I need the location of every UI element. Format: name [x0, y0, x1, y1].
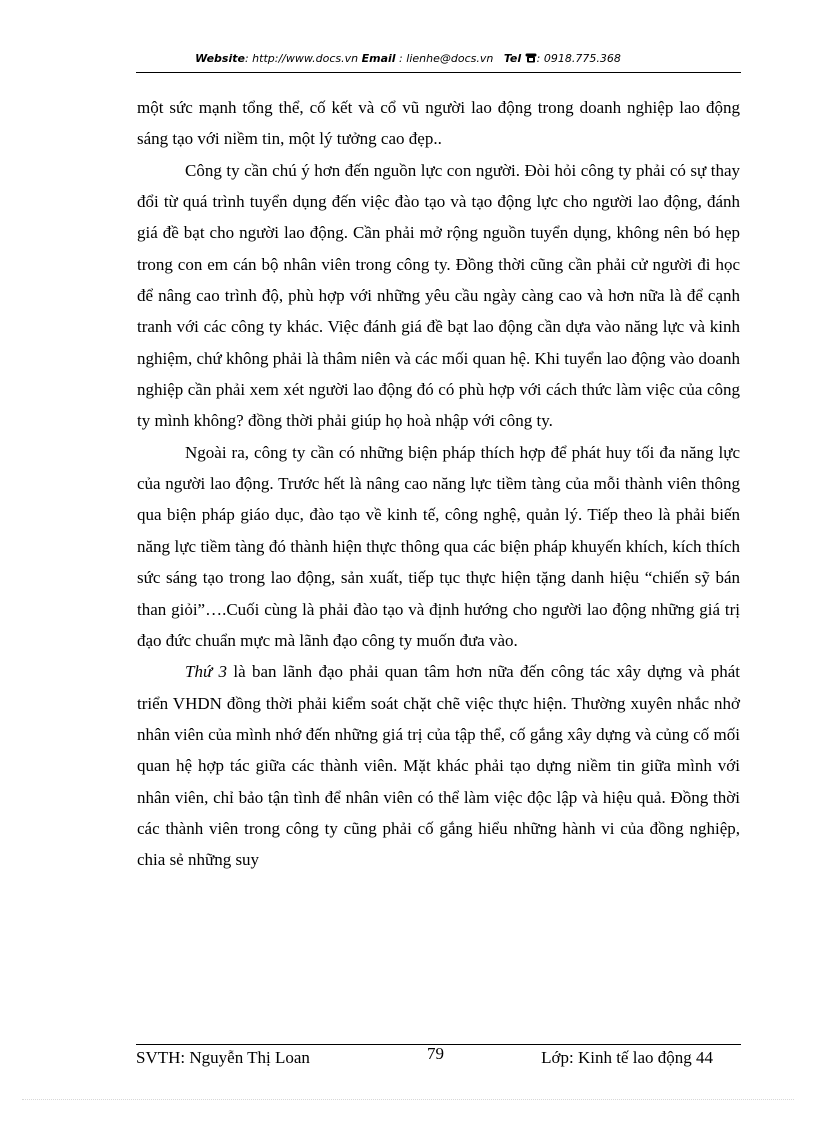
website-value: : http://www.docs.vn	[244, 52, 359, 65]
paragraph-1: một sức mạnh tổng thể, cố kết và cổ vũ người lao động trong doanh nghiệp lao động sáng tạo với niềm tin, một lý tưởng cao đẹp..	[137, 98, 740, 149]
page-edge-guide	[22, 1099, 794, 1100]
paragraph-3: Ngoài ra, công ty cần có những biện pháp thích hợp để phát huy tối đa năng lực của người lao động. Trước hết là nâng cao năng lực tiềm tàng của mỗi thành viên thông qua biện pháp giáo dục, đào tạo về kinh tế, công nghệ, quản lý. Tiếp theo là phải biến năng lực tiềm tàng đó thành hiện thực thông qua các biện pháp khuyến khích, kích thích sức sáng tạo trong lao động, sản xuất, tiếp tục thực hiện tặng danh hiệu “chiến sỹ bán than giỏi”….Cuối cùng là phải đào tạo và định hướng cho người lao động những giá trị đạo đức chuẩn mực mà lãnh đạo công ty muốn đưa vào.	[137, 442, 740, 650]
footer-student: SVTH: Nguyễn Thị Loan	[136, 1048, 310, 1067]
paragraph-2: Công ty cần chú ý hơn đến nguồn lực con người. Đòi hỏi công ty phải có sự thay đổi từ quá trình tuyển dụng đến việc đào tạo và tạo động lực cho người lao động, đánh giá đề bạt cho người lao động. Cần phải mở rộng nguồn tuyển dụng, không nên bó hẹp trong con em cán bộ nhân viên trong công ty. Đồng thời cũng cần phải cử người đi học để nâng cao trình độ, phù hợp với những yêu cầu ngày càng cao và hơn nữa là để cạnh tranh với các công ty khác. Việc đánh giá đề bạt lao động cần dựa vào năng lực và kinh nghiệm, chứ không phải là thâm niên và các mối quan hệ. Khi tuyển lao động vào doanh nghiệp cần phải xem xét người lao động đó có phù hợp với cách thức làm việc của công ty mình không? đồng thời phải giúp họ hoà nhập với công ty.	[137, 160, 740, 431]
footer-class: Lớp: Kinh tế lao động 44	[541, 1048, 713, 1067]
tel-label: Tel	[503, 52, 522, 65]
paragraph-4	[137, 656, 740, 875]
website-label: Website	[195, 52, 245, 65]
document-body	[137, 92, 740, 876]
header-divider	[136, 72, 741, 73]
page-number: 79	[427, 1044, 444, 1063]
tel-value: : 0918.775.368	[536, 52, 621, 65]
email-label: Email	[361, 52, 396, 65]
phone-icon	[525, 53, 537, 63]
page-header	[0, 52, 816, 66]
paragraph-4-text: là ban lãnh đạo phải quan tâm hơn nữa đến công tác xây dựng và phát triển VHDN đồng thời phải kiểm soát chặt chẽ việc thực hiện. Thường xuyên nhắc nhở nhân viên của mình nhớ đến những giá trị của tập thể, cố gắng xây dựng và củng cố mối quan hệ hợp tác giữa các thành viên. Mặt khác phải tạo dựng niềm tin giữa mình với nhân viên, chỉ bảo tận tình để nhân viên có thể làm việc độc lập và hiệu quả. Đồng thời các thành viên trong công ty cũng phải cố gắng hiểu những hành vi của đồng nghiệp, chia sẻ những suy	[137, 662, 740, 870]
email-value: : lienhe@docs.vn	[395, 52, 494, 65]
paragraph-4-lead: Thứ 3	[185, 662, 228, 682]
page-footer	[136, 1046, 741, 1070]
